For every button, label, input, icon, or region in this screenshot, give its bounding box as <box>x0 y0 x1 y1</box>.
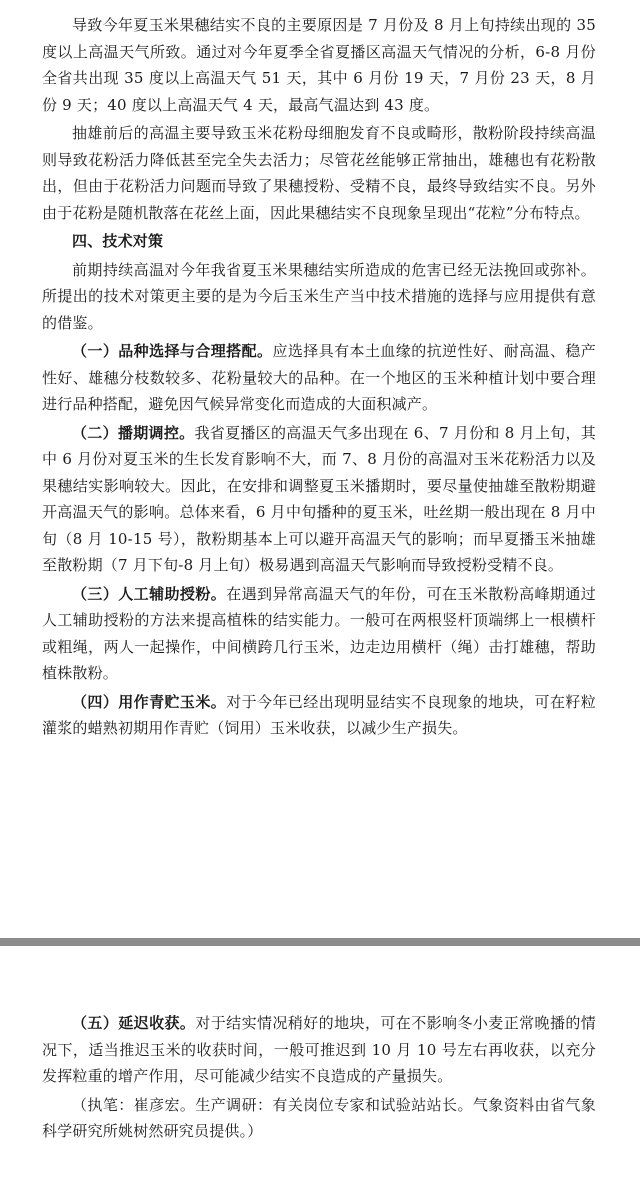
text-sowing-date: 我省夏播区的高温天气多出现在 6、7 月份和 8 月上旬，其中 6 月份对夏玉米的生长发育影响不大，而 7、8 月份的高温对玉米花粉活力以及果穗结实影响较大。因此，在安排和调整夏玉米播期时，要尽量使抽雄至散粉期避开高温天气的影响。总体来看，6 月中旬播种的夏玉米，吐丝期一般出现在 8 月中旬（8 月 10-15 号），散粉期基本上可以避开高温天气的影响；而早夏播玉米抽雄至散粉期（7 月下旬-8 月上旬）极易遇到高温天气影响而导致授粉受精不良。 <box>42 423 596 574</box>
paragraph-delayed-harvest <box>42 1010 596 1090</box>
paragraph-variety-selection <box>42 338 596 418</box>
author-note: （执笔：崔彦宏。生产调研：有关岗位专家和试验站站长。气象资料由省气象科学研究所姚树然研究员提供。） <box>42 1095 596 1140</box>
subheading-silage: （四）用作青贮玉米。 <box>72 692 227 711</box>
paragraph-mechanism: 抽雄前后的高温主要导致玉米花粉母细胞发育不良或畸形，散粉阶段持续高温则导致花粉活力降低甚至完全失去活力；尽管花丝能够正常抽出，雄穗也有花粉散出，但由于花粉活力问题而导致了果穗授粉、受精不良，最终导致结实不良。另外由于花粉是随机散落在花丝上面，因此果穗结实不良现象呈现出“花粒”分布特点。 <box>42 124 596 222</box>
text-variety-selection: 应选择具有本土血缘的抗逆性好、耐高温、稳产性好、雄穗分枝数较多、花粉量较大的品种。在一个地区的玉米种植计划中要合理进行品种搭配，避免因气候异常变化而造成的大面积减产。 <box>42 342 596 413</box>
article-page-top <box>0 12 640 742</box>
paragraph-intro: 前期持续高温对今年我省夏玉米果穗结实所造成的危害已经无法挽回或弥补。所提出的技术对策更主要的是为今后玉米生产当中技术措施的选择与应用提供有意的借鉴。 <box>42 260 596 332</box>
text-delayed-harvest: 对于结实情况稍好的地块，可在不影响冬小麦正常晚播的情况下，适当推迟玉米的收获时间，一般可推迟到 10 月 10 号左右再收获，以充分发挥粒重的增产作用，尽可能减少结实不良造成的产量损失。 <box>42 1014 596 1085</box>
paragraph-artificial-pollination <box>42 581 596 687</box>
subheading-artificial-pollination: （三）人工辅助授粉。 <box>72 584 227 603</box>
article-page-bottom <box>0 1010 640 1145</box>
subheading-variety-selection: （一）品种选择与合理搭配。 <box>72 342 273 360</box>
page-separator <box>0 938 640 946</box>
paragraph-sowing-date <box>42 420 596 579</box>
text-artificial-pollination: 在遇到异常高温天气的年份，可在玉米散粉高峰期通过人工辅助授粉的方法来提高植株的结实能力。一般可在两根竖杆顶端绑上一根横杆或粗绳，两人一起操作，中间横跨几行玉米，边走边用横杆（绳）击打雄穗，帮助植株散粉。 <box>42 584 596 682</box>
subheading-sowing-date: （二）播期调控。 <box>72 423 195 442</box>
paragraph-cause: 导致今年夏玉米果穗结实不良的主要原因是 7 月份及 8 月上旬持续出现的 35 度以上高温天气所致。通过对今年夏季全省夏播区高温天气情况的分析，6-8 月份全省共出现 35 度以上高温天气 51 天，其中 6 月份 19 天，7 月份 23 天，8 月份 9 天；40 度以上高温天气 4 天，最高气温达到 43 度。 <box>42 16 596 114</box>
section-heading-countermeasures: 四、技术对策 <box>72 232 164 250</box>
text-silage: 对于今年已经出现明显结实不良现象的地块，可在籽粒灌浆的蜡熟初期用作青贮（饲用）玉米收获，以减少生产损失。 <box>42 692 596 737</box>
paragraph-silage <box>42 689 596 742</box>
subheading-delayed-harvest: （五）延迟收获。 <box>72 1014 196 1032</box>
